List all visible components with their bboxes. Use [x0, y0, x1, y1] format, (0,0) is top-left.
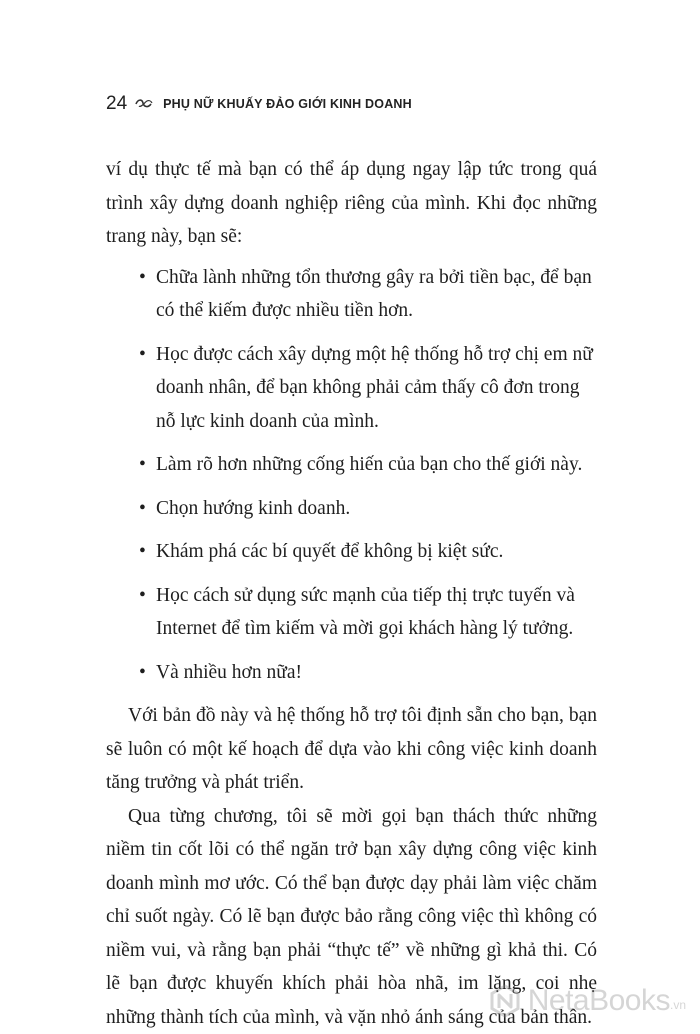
bullet-symbol: •	[139, 497, 146, 519]
book-title: PHỤ NỮ KHUẤY ĐẢO GIỚI KINH DOANH	[163, 97, 412, 111]
list-item	[106, 492, 597, 526]
list-item-text: Và nhiều hơn nữa!	[156, 661, 302, 683]
list-item	[106, 338, 597, 439]
bullet-symbol: •	[139, 343, 146, 365]
bullet-symbol: •	[139, 661, 146, 683]
list-item-text: Học cách sử dụng sức mạnh của tiếp thị trực tuyến và Internet để tìm kiếm và mời gọi khách hàng lý tưởng.	[156, 584, 575, 639]
intro-paragraph: ví dụ thực tế mà bạn có thể áp dụng ngay lập tức trong quá trình xây dựng doanh nghiệp riêng của mình. Khi đọc những trang này, bạn sẽ:	[106, 159, 597, 247]
body-text	[106, 153, 597, 1034]
bullet-symbol: •	[139, 541, 146, 562]
running-header	[106, 93, 412, 115]
list-item-text: Chữa lành những tổn thương gây ra bởi tiền bạc, để bạn có thể kiếm được nhiều tiền hơn.	[156, 266, 592, 321]
watermark-text: NetaBooks	[527, 984, 670, 1017]
bullet-symbol: •	[139, 454, 146, 475]
page-number: 24	[106, 93, 128, 114]
list-item-text: Học được cách xây dựng một hệ thống hỗ trợ chị em nữ doanh nhân, để bạn không phải cảm thấy cô đơn trong nỗ lực kinh doanh của mình.	[156, 343, 593, 432]
list-item	[106, 656, 597, 690]
bullet-symbol: •	[139, 266, 146, 288]
list-item	[106, 535, 597, 569]
list-item	[106, 579, 597, 646]
netabooks-logo-icon	[488, 984, 522, 1018]
body-paragraph: Qua từng chương, tôi sẽ mời gọi bạn thách thức những niềm tin cốt lõi có thể ngăn trở bạn xây dựng công việc kinh doanh mình mơ ước. Có thể bạn được dạy phải làm việc chăm chỉ suốt ngày. Có lẽ bạn được bảo rằng công việc thì không có niềm vui, và rằng bạn phải “thực tế” về những gì khả thi. Có lẽ bạn được khuyến khích phải hòa nhã, im lặng, coi nhẹ những thành tích của mình, và vặn nhỏ ánh sáng của bản thân.	[106, 805, 597, 1028]
list-item-text: Làm rõ hơn những cống hiến của bạn cho thế giới này.	[156, 454, 583, 475]
watermark-suffix: .vn	[669, 998, 686, 1012]
bullet-list	[106, 261, 597, 690]
list-item-text: Chọn hướng kinh doanh.	[156, 497, 351, 519]
bullet-symbol: •	[139, 584, 146, 606]
list-item	[106, 448, 597, 482]
fleuron-icon	[135, 98, 153, 110]
list-item	[106, 261, 597, 328]
list-item-text: Khám phá các bí quyết để không bị kiệt sức.	[156, 541, 504, 562]
watermark	[488, 984, 686, 1018]
body-paragraph: Với bản đồ này và hệ thống hỗ trợ tôi định sẵn cho bạn, bạn sẽ luôn có một kế hoạch để dựa vào khi công việc kinh doanh tăng trưởng và phát triển.	[106, 705, 597, 793]
